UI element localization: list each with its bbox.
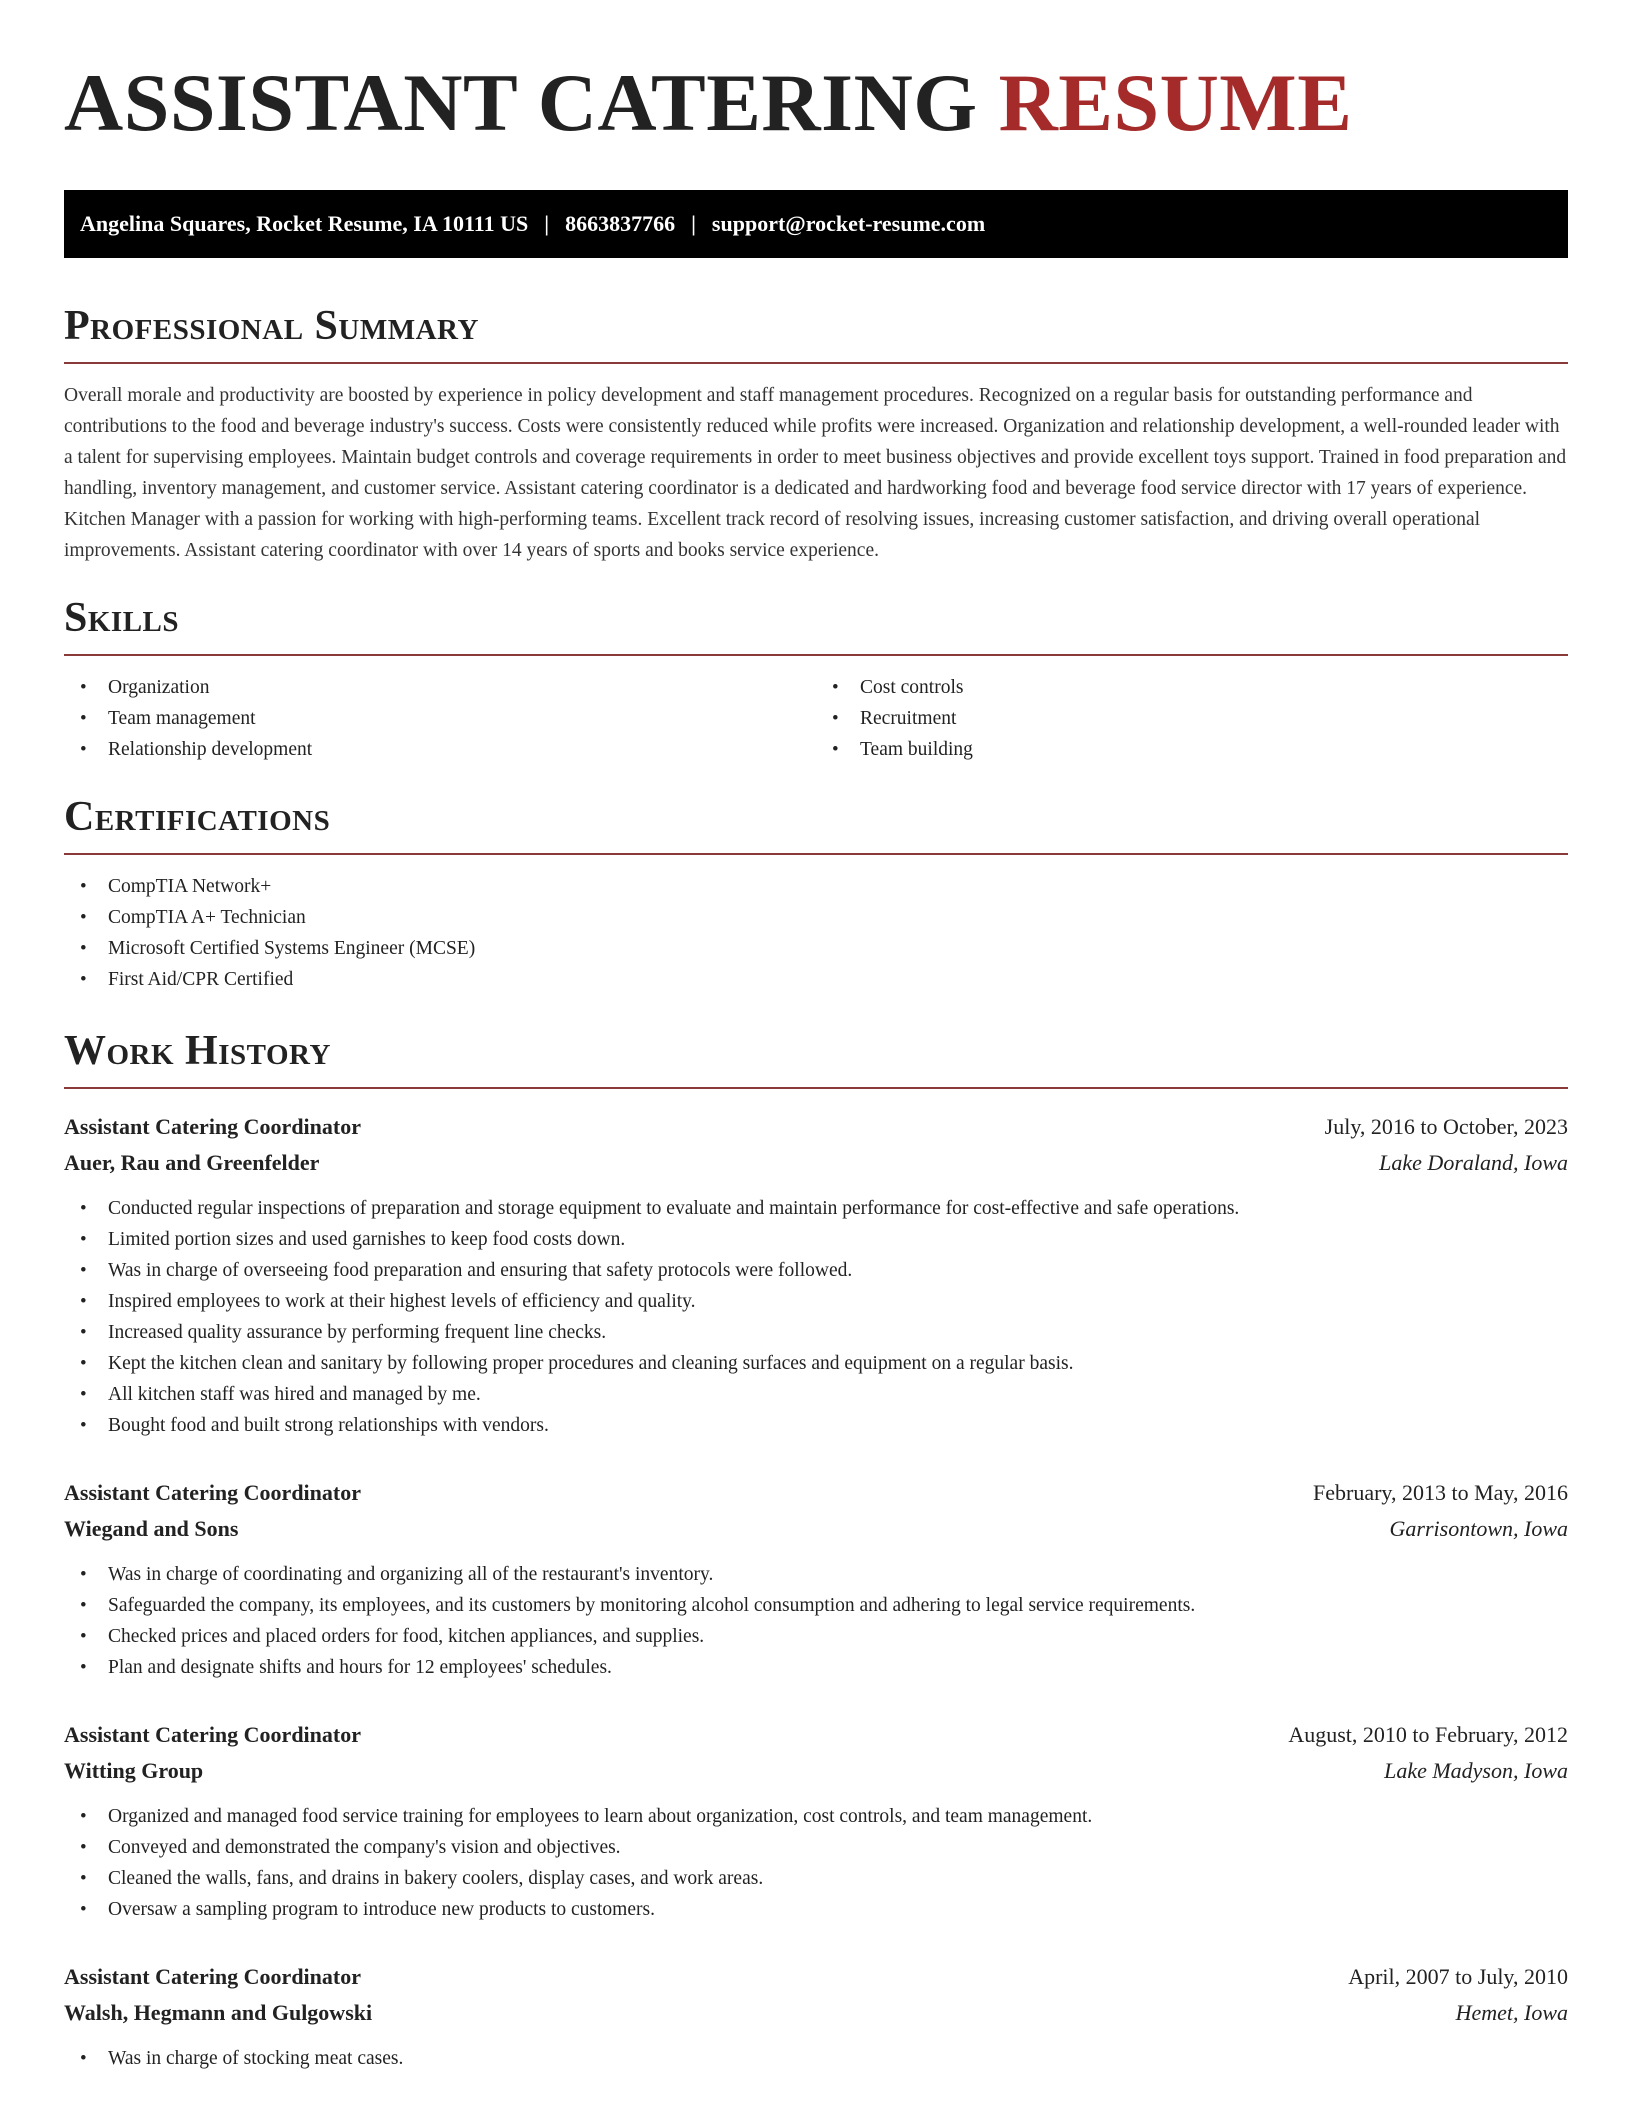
job-bullets (64, 1559, 1568, 1683)
certification-item: • Microsoft Certified Systems Engineer (MCSE) (64, 933, 1568, 964)
job-entry (64, 1717, 1568, 1925)
job-dates: February, 2013 to May, 2016 (1313, 1480, 1568, 1505)
skills-left-list (64, 672, 816, 765)
job-entry (64, 1109, 1568, 1441)
summary-section (64, 302, 1568, 566)
skill-item: • Cost controls (816, 672, 1568, 703)
section-title-summary: Professional Summary (64, 303, 479, 349)
job-bullet: • Limited portion sizes and used garnishes to keep food costs down. (64, 1224, 1568, 1255)
job-bullets (64, 1801, 1568, 1925)
job-bullet: • Safeguarded the company, its employees, and its customers by monitoring alcohol consumption and adhering to legal service requirements. (64, 1590, 1568, 1621)
job-bullet: • Was in charge of coordinating and organizing all of the restaurant's inventory. (64, 1559, 1568, 1590)
contact-phone: 8663837766 (565, 211, 676, 236)
job-bullet: • Oversaw a sampling program to introduce new products to customers. (64, 1894, 1568, 1925)
work-history-section (64, 1027, 1568, 2074)
job-dates: April, 2007 to July, 2010 (1348, 1964, 1568, 1989)
job-bullets (64, 1193, 1568, 1441)
job-company-row (64, 1511, 1568, 1547)
job-location: Garrisontown, Iowa (1389, 1516, 1568, 1541)
job-bullet: • Checked prices and placed orders for food, kitchen appliances, and supplies. (64, 1621, 1568, 1652)
title-accent: RESUME (998, 57, 1353, 148)
job-bullet: • Was in charge of overseeing food preparation and ensuring that safety protocols were followed. (64, 1255, 1568, 1286)
certifications-list (64, 871, 1568, 995)
contact-separator: | (544, 211, 550, 236)
job-bullet: • Organized and managed food service training for employees to learn about organization, cost controls, and team management. (64, 1801, 1568, 1832)
skill-item: • Team management (64, 703, 816, 734)
section-title-work-history: Work History (64, 1028, 331, 1074)
job-bullet: • Plan and designate shifts and hours for 12 employees' schedules. (64, 1652, 1568, 1683)
job-title: Assistant Catering Coordinator (64, 1114, 361, 1139)
contact-bar (64, 190, 1568, 258)
job-title: Assistant Catering Coordinator (64, 1722, 361, 1747)
job-bullet: • Was in charge of stocking meat cases. (64, 2043, 1568, 2074)
title-main: ASSISTANT CATERING (64, 57, 978, 148)
job-header-row (64, 1959, 1568, 1995)
certification-item: • First Aid/CPR Certified (64, 964, 1568, 995)
certification-item: • CompTIA Network+ (64, 871, 1568, 902)
section-title-skills: Skills (64, 595, 180, 641)
section-divider (64, 654, 1568, 656)
skills-section (64, 594, 1568, 765)
section-divider (64, 362, 1568, 364)
job-company-row (64, 1145, 1568, 1181)
job-company: Wiegand and Sons (64, 1516, 239, 1541)
job-company: Witting Group (64, 1758, 204, 1783)
job-bullets (64, 2043, 1568, 2074)
section-divider (64, 853, 1568, 855)
job-entry (64, 1959, 1568, 2074)
job-company-row (64, 1995, 1568, 2031)
job-title: Assistant Catering Coordinator (64, 1480, 361, 1505)
job-bullet: • All kitchen staff was hired and managed by me. (64, 1379, 1568, 1410)
contact-separator: | (691, 211, 696, 236)
job-bullet: • Bought food and built strong relationships with vendors. (64, 1410, 1568, 1441)
job-bullet: • Conveyed and demonstrated the company's vision and objectives. (64, 1832, 1568, 1863)
skills-columns (64, 672, 1568, 765)
job-entry (64, 1475, 1568, 1683)
job-header-row (64, 1717, 1568, 1753)
job-bullet: • Conducted regular inspections of preparation and storage equipment to evaluate and maintain performance for cost-effective and safe operations. (64, 1193, 1568, 1224)
section-title-certifications: Certifications (64, 794, 331, 840)
job-dates: July, 2016 to October, 2023 (1324, 1114, 1568, 1139)
job-header-row (64, 1475, 1568, 1511)
job-company: Auer, Rau and Greenfelder (64, 1150, 320, 1175)
contact-email: support@rocket-resume.com (711, 211, 986, 236)
contact-address: Angelina Squares, Rocket Resume, IA 10111 US (80, 211, 529, 236)
job-company: Walsh, Hegmann and Gulgowski (64, 2000, 373, 2025)
job-location: Lake Doraland, Iowa (1379, 1150, 1568, 1175)
job-header-row (64, 1109, 1568, 1145)
job-dates: August, 2010 to February, 2012 (1288, 1722, 1568, 1747)
skill-item: • Organization (64, 672, 816, 703)
resume-title (64, 0, 1568, 148)
certifications-section (64, 793, 1568, 995)
summary-text: Overall morale and productivity are boosted by experience in policy development and staff management procedures. Recognized on a regular basis for outstanding performance and contributions to the food and beverage industry's success. Costs were consistently reduced while profits were increased. Organization and relationship development, a well-rounded leader with a talent for supervising employees. Maintain budget controls and coverage requirements in order to meet business objectives and provide excellent toys support. Trained in food preparation and handling, inventory management, and customer service. Assistant catering coordinator is a dedicated and hardworking food and beverage food service director with 17 years of experience. Kitchen Manager with a passion for working with high-performing teams. Excellent track record of resolving issues, increasing customer satisfaction, and driving overall operational improvements. Assistant catering coordinator with over 14 years of sports and books service experience. (64, 385, 1567, 561)
skill-item: • Relationship development (64, 734, 816, 765)
job-bullet: • Kept the kitchen clean and sanitary by following proper procedures and cleaning surfaces and equipment on a regular basis. (64, 1348, 1568, 1379)
skill-item: • Recruitment (816, 703, 1568, 734)
job-bullet: • Increased quality assurance by performing frequent line checks. (64, 1317, 1568, 1348)
skills-right-list (816, 672, 1568, 765)
job-title: Assistant Catering Coordinator (64, 1964, 361, 1989)
skill-item: • Team building (816, 734, 1568, 765)
job-bullet: • Inspired employees to work at their highest levels of efficiency and quality. (64, 1286, 1568, 1317)
job-location: Lake Madyson, Iowa (1384, 1758, 1568, 1783)
job-bullet: • Cleaned the walls, fans, and drains in bakery coolers, display cases, and work areas. (64, 1863, 1568, 1894)
job-location: Hemet, Iowa (1455, 2000, 1568, 2025)
certification-item: • CompTIA A+ Technician (64, 902, 1568, 933)
section-divider (64, 1087, 1568, 1089)
job-company-row (64, 1753, 1568, 1789)
